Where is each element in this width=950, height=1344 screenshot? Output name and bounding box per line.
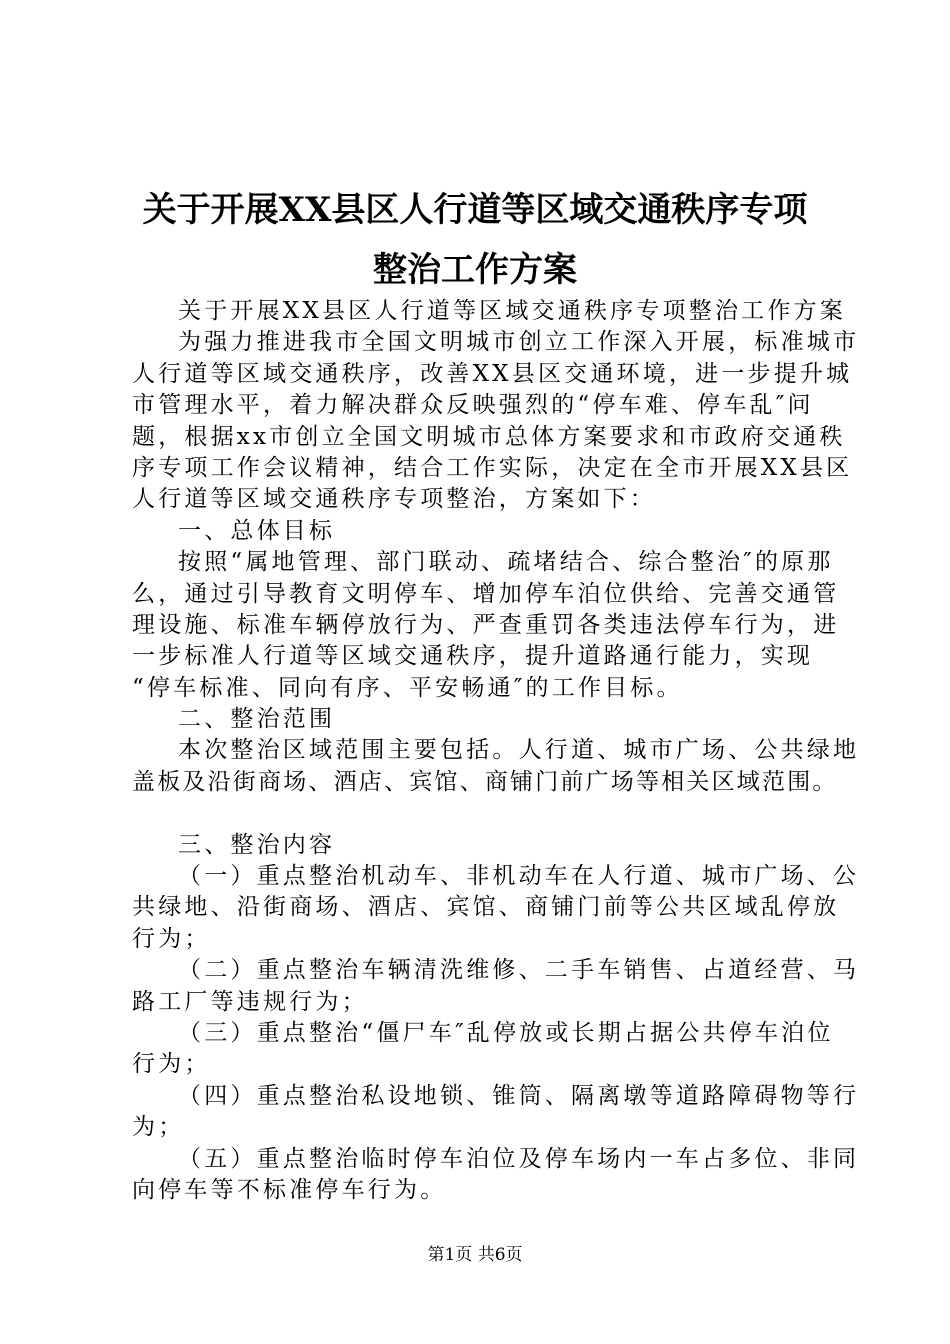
document-title-line-2: 整治工作方案 [373,250,577,290]
list-item-line: （五）重点整治临时停车泊位及停车场内一车占多位、非同 [178,1145,860,1172]
body-line: 盖板及沿街商场、酒店、宾馆、商铺门前广场等相关区域范围。 [132,768,838,795]
section-heading: 二、整治范围 [178,706,336,733]
body-line: 人行道等区域交通秩序，改善XX县区交通环境，进一步提升城 [132,360,853,387]
body-line: 人行道等区域交通秩序专项整治，方案如下： [132,486,656,513]
list-item-line: 行为； [132,1051,211,1078]
section-heading: 三、整治内容 [178,831,336,858]
list-item-line: （三）重点整治“僵尸车″乱停放或长期占据公共停车泊位 [178,1019,834,1046]
body-line: 本次整治区域范围主要包括。人行道、城市广场、公共绿地 [178,737,860,764]
document-body [132,296,860,1206]
document-title-line-1: 关于开展XX县区人行道等区域交通秩序专项 [142,190,808,230]
body-line: 理设施、标准车辆停放行为、严查重罚各类违法停车行为，进 [132,611,840,638]
body-line: 市管理水平，着力解决群众反映强烈的“停车难、停车乱″问 [132,392,814,419]
list-item-line: （四）重点整治私设地锁、锥筒、隔离墩等道路障碍物等行 [178,1082,860,1109]
list-item-line: 向停车等不标准停车行为。 [132,1176,447,1203]
body-line: 序专项工作会议精神，结合工作实际，决定在全市开展XX县区 [132,454,853,481]
body-line: 按照“属地管理、部门联动、疏堵结合、综合整治″的原那 [178,549,834,576]
list-item-line: 共绿地、沿街商场、酒店、宾馆、商铺门前等公共区域乱停放 [132,894,840,921]
body-line: 为强力推进我市全国文明城市创立工作深入开展，标准城市 [178,329,860,356]
body-line: 关于开展XX县区人行道等区域交通秩序专项整治工作方案 [178,298,846,324]
page-number-footer: 第1页 共6页 [427,1245,523,1265]
section-heading: 一、总体目标 [178,517,336,544]
list-item-line: （一）重点整治机动车、非机动车在人行道、城市广场、公 [178,863,860,890]
body-line: “停车标准、同向有序、平安畅通″的工作目标。 [132,674,683,701]
body-line: 题，根据xx市创立全国文明城市总体方案要求和市政府交通秩 [132,423,846,450]
body-line: 么，通过引导教育文明停车、增加停车泊位供给、完善交通管 [132,580,840,607]
list-item-line: 路工厂等违规行为； [132,988,368,1015]
body-line: 一步标准人行道等区域交通秩序，提升道路通行能力，实现 [132,643,814,670]
list-item-line: （二）重点整治车辆清洗维修、二手车销售、占道经营、马 [178,957,860,984]
list-item-line: 行为； [132,925,211,952]
list-item-line: 为； [132,1114,185,1141]
